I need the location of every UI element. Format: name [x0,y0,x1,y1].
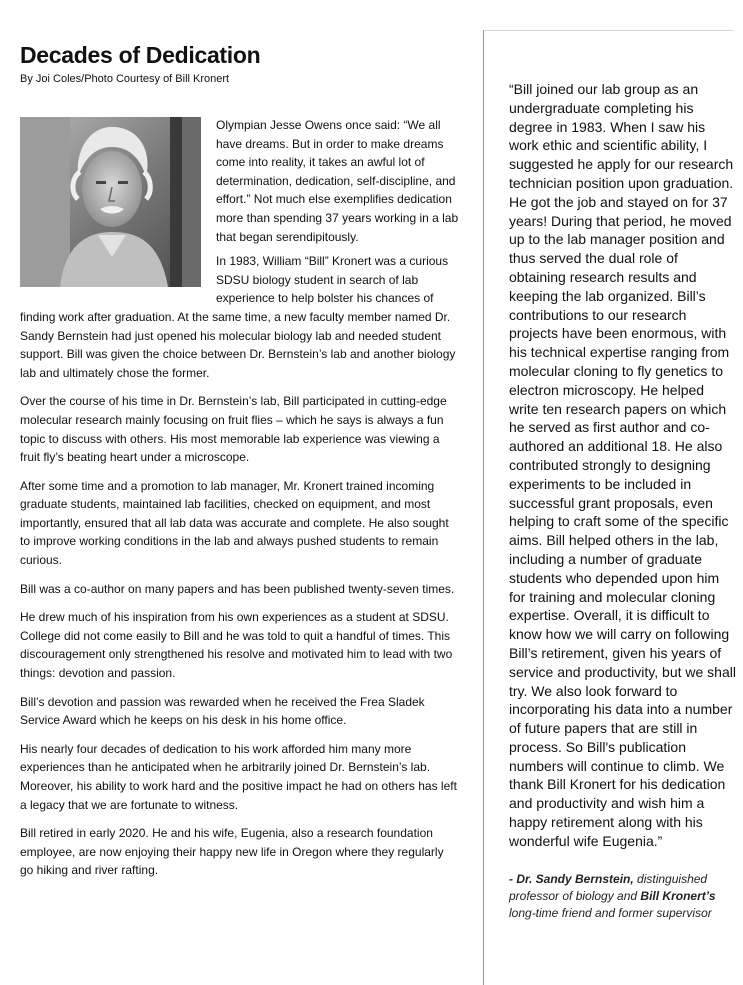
attribution-name: - Dr. Sandy Bernstein, [509,871,634,886]
sidebar-top-rule [483,30,733,31]
column-divider [483,30,484,985]
article-column [20,40,460,890]
attribution-tail: long-time friend and former supervisor [509,905,712,920]
attribution-role: distinguished professor of biology and [509,871,708,903]
article-title: Decades of Dedication [20,42,261,68]
article-paragraph-6: He drew much of his inspiration from his own experiences as a student at SDSU. College did not come easily to Bill and he was told to quit a handful of times. This discouragement only strengthened his resolve and motivated him to lead with two things: devotion and passion. [20,610,453,681]
pull-quote: “Bill joined our lab group as an undergraduate completing his degree in 1983. When I saw his work ethic and scientific ability, I suggested he apply for our research technician position upon graduation. He got the job and stayed on for 37 years! During that period, he moved up to the lab manager position and thus served the dual role of obtaining research results and keeping the lab organized. Bill’s contributions to our research projects have been enormous, with his technical expertise ranging from molecular cloning to fly genetics to electron microscopy. He helped write ten research papers on which he served as first author and co-authored an additional 18. He also contributed strongly to designing experiments to be included in successful grant proposals, even helping to craft some of the specific aims. Bill helped others in the lab, including a number of graduate students who depended upon him for training and molecular cloning expertise. Overall, it is difficult to know how we will carry on following Bill’s retirement, given his years of service and productivity, but we shall try. We also look forward to incorporating his data into a number of future papers that are still in process. So Bill's publication numbers will continue to climb. We thank Bill Kronert for his dedication and productivity and wish him a happy retirement along with his wonderful wife Eugenia.” [509,81,736,849]
portrait-photo-image [20,117,201,287]
sidebar-quote-column [509,80,737,922]
article-paragraph-4: After some time and a promotion to lab manager, Mr. Kronert trained incoming graduate students, maintained lab facilities, checked on equipment, and most importantly, ensured that all lab data was accurate and complete. He also sought to improve working conditions in the lab and always pushed students to remain curious. [20,478,449,568]
article-paragraph-7: Bill’s devotion and passion was rewarded when he received the Frea Sladek Service Award which he keeps on his desk in his home office. [20,694,425,728]
attribution-name-2: Bill Kronert’s [640,888,716,903]
portrait-photo [20,117,201,287]
article-paragraph-5: Bill was a co-author on many papers and has been published twenty-seven times. [20,581,455,596]
article-paragraph-8: His nearly four decades of dedication to his work afforded him many more experiences than he anticipated when he arbitrarily joined Dr. Bernstein’s lab. Moreover, his ability to work hard and the positive impact he had on others has left a legacy that we are fortunate to witness. [20,741,457,812]
quote-attribution [509,871,737,922]
article-paragraph-1: Olympian Jesse Owens once said: “We all have dreams. But in order to make dreams come into reality, it takes an awful lot of determination, dedication, self-discipline, and effort.” Not much else exemplifies dedication more than spending 37 years working in a lab that began serendipitously. [216,118,459,244]
byline: By Joi Coles/Photo Courtesy of Bill Kronert [20,73,230,85]
article-body [20,116,460,880]
article-paragraph-3: Over the course of his time in Dr. Bernstein’s lab, Bill participated in cutting-edge molecular research mainly focusing on fruit flies – which he says is always a fun topic to discuss with others. His most memorable lab experience was viewing a fruit fly’s beating heart under a microscope. [20,394,447,465]
article-paragraph-2: In 1983, William “Bill” Kronert was a curious SDSU biology student in search of lab experience to help bolster his chances of finding work after graduation. At the same time, a new faculty member named Dr. Sandy Bernstein had just opened his molecular biology lab and needed student support. Bill was given the choice between Dr. Bernstein’s lab and another biology lab and ultimately chose the former. [20,254,456,380]
article-paragraph-9: Bill retired in early 2020. He and his wife, Eugenia, also a research foundation employee, are now enjoying their happy new life in Oregon where they regularly go hiking and river rafting. [20,826,444,878]
